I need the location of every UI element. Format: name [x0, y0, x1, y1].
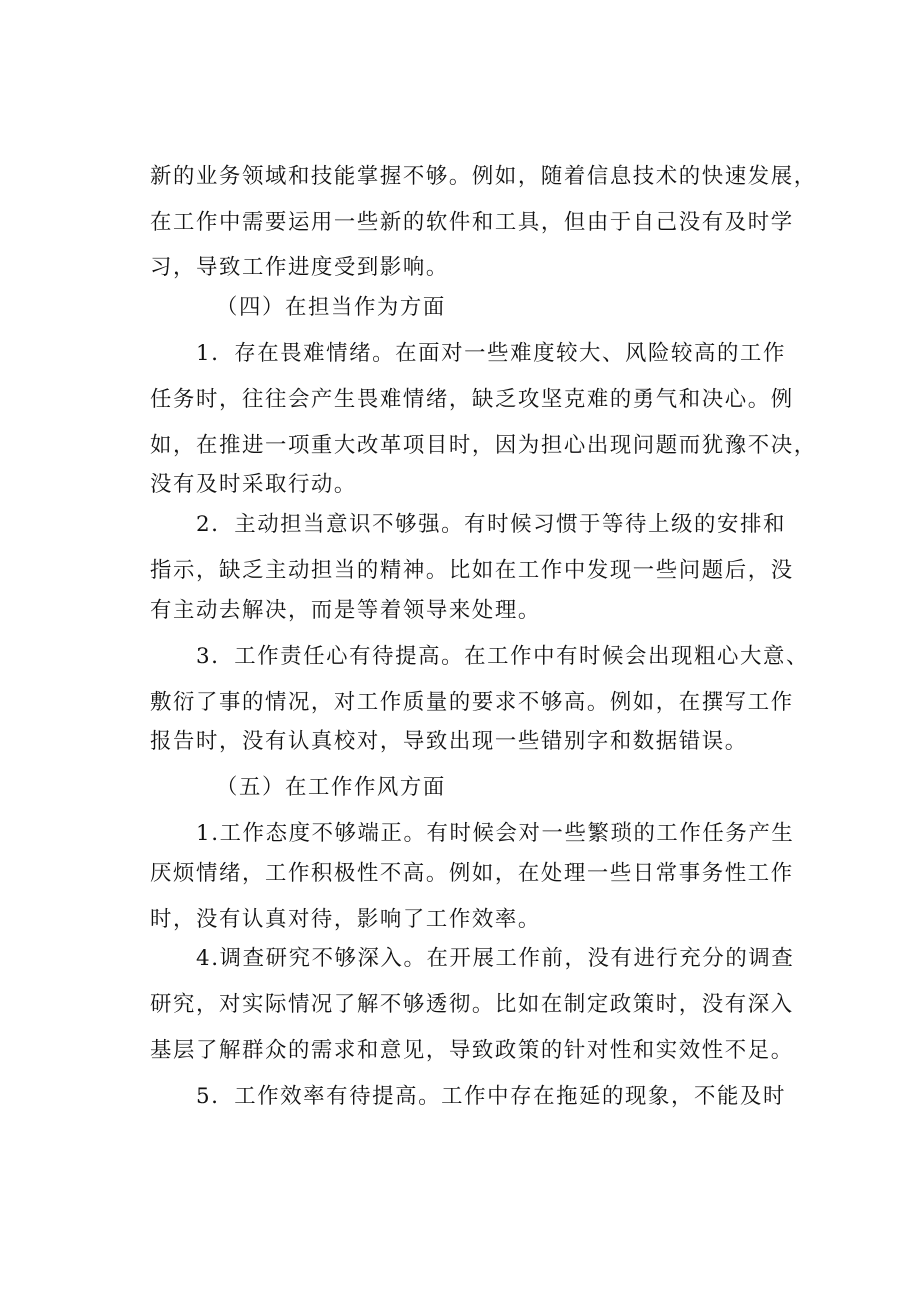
- text-line: 任务时，往往会产生畏难情绪，缺乏攻坚克难的勇气和决心。例: [150, 387, 794, 412]
- text-line: 习，导致工作进度受到影响。: [150, 255, 449, 280]
- text-line: 指示，缺乏主动担当的精神。比如在工作中发现一些问题后，没: [150, 558, 794, 583]
- text-line: 有主动去解决，而是等着领导来处理。: [150, 598, 541, 623]
- text-line: 新的业务领域和技能掌握不够。例如，随着信息技术的快速发展，: [150, 164, 817, 189]
- text-line: 厌烦情绪，工作积极性不高。例如，在处理一些日常事务性工作: [150, 861, 794, 886]
- paragraph-start: 4.调查研究不够深入。在开展工作前，没有进行充分的调查: [196, 946, 795, 971]
- section-heading: （五）在工作作风方面: [216, 775, 446, 800]
- paragraph-start: 1.工作态度不够端正。有时候会对一些繁琐的工作任务产生: [196, 821, 795, 846]
- paragraph-start: 3．工作责任心有待提高。在工作中有时候会出现粗心大意、: [196, 644, 809, 669]
- text-line: 如，在推进一项重大改革项目时，因为担心出现问题而犹豫不决，: [150, 433, 817, 458]
- paragraph-start: 2．主动担当意识不够强。有时候习惯于等待上级的安排和: [196, 512, 786, 537]
- text-line: 研究，对实际情况了解不够透彻。比如在制定政策时，没有深入: [150, 992, 794, 1017]
- text-line: 没有及时采取行动。: [150, 472, 357, 497]
- text-line: 时，没有认真对待，影响了工作效率。: [150, 907, 541, 932]
- text-line: 敷衍了事的情况，对工作质量的要求不够高。例如，在撰写工作: [150, 690, 794, 715]
- text-line: 报告时，没有认真校对，导致出现一些错别字和数据错误。: [150, 729, 748, 754]
- paragraph-start: 5．工作效率有待提高。工作中存在拖延的现象，不能及时: [196, 1084, 786, 1109]
- paragraph-start: 1．存在畏难情绪。在面对一些难度较大、风险较高的工作: [196, 341, 786, 366]
- section-heading: （四）在担当作为方面: [216, 295, 446, 320]
- text-line: 基层了解群众的需求和意见，导致政策的针对性和实效性不足。: [150, 1038, 794, 1063]
- text-line: 在工作中需要运用一些新的软件和工具，但由于自己没有及时学: [150, 210, 794, 235]
